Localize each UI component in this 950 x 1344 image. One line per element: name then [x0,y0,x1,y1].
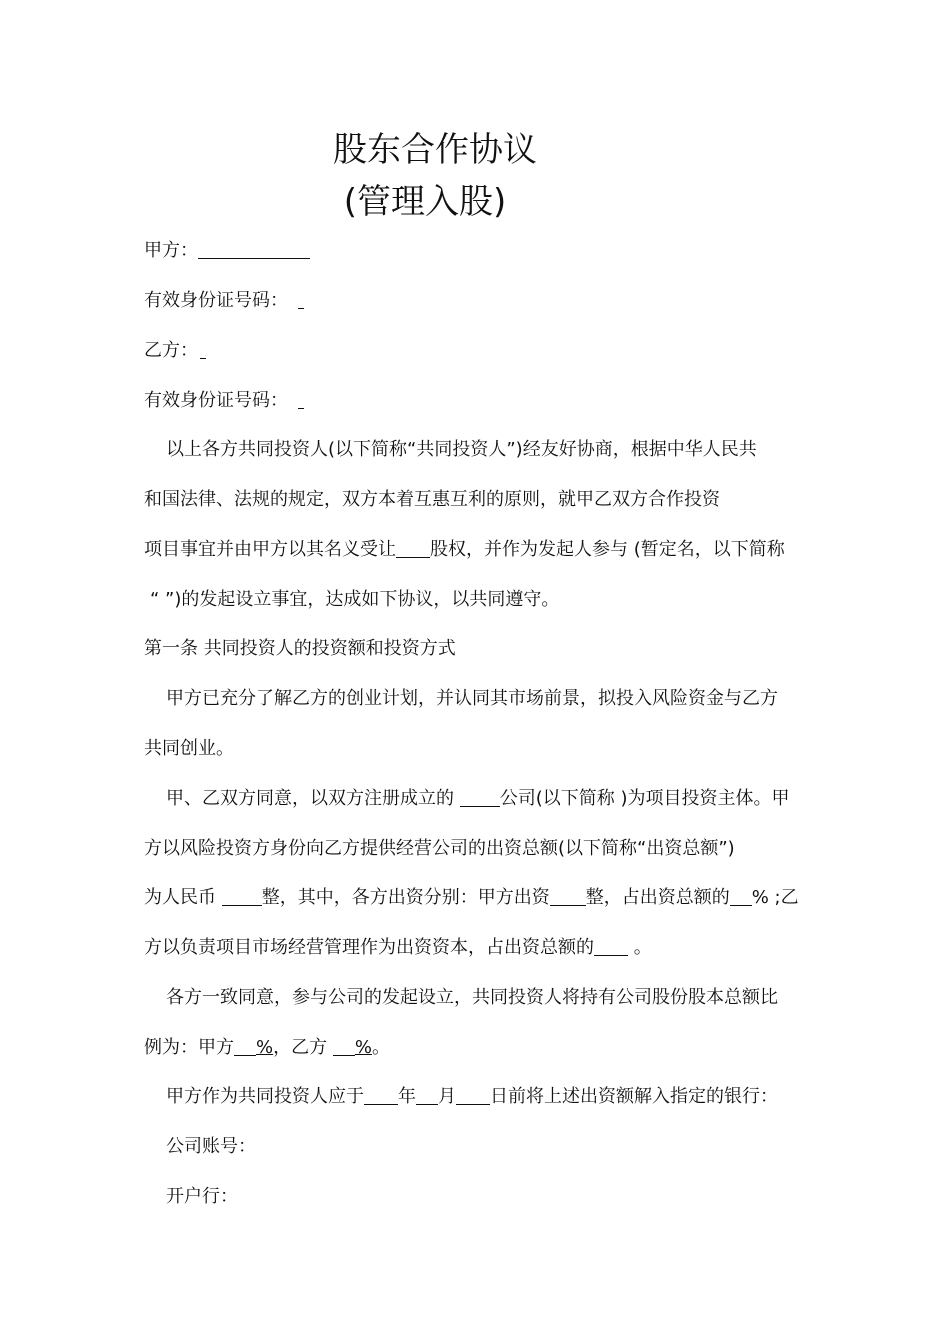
article-1-p3-line-1: 各方一致同意，参与公司的发起设立，共同投资人将持有公司股份股本总额比 [166,987,778,1008]
month-blank [416,1086,438,1105]
party-a-id-label: 有效身份证号码： [144,290,288,311]
article-1-p4-line [166,1084,836,1110]
p2-line-4-a: 方以负责项目市场经营管理作为出资资本，占出资总额的 [144,937,594,958]
document-subtitle: (管理入股) [343,182,507,222]
document-title: 股东合作协议 [333,130,537,170]
party-b-blank [200,340,206,359]
party-a-id-line [144,288,814,314]
intro-line-3-b: 股权，并作为发起人参与 (暂定名，以下简称 [430,539,785,560]
equity-blank [396,539,430,558]
party-b-label: 乙方： [144,340,198,361]
party-a-blank [198,240,310,259]
intro-line-3 [144,537,814,563]
bank-label: 开户行： [166,1186,238,1207]
party-a-ratio-percent: % [256,1037,274,1058]
party-a-ratio-blank [234,1037,256,1056]
party-b-share-blank [594,937,628,956]
party-a-line [144,238,814,264]
party-b-id-blank [298,390,304,409]
company-account-label: 公司账号： [166,1136,256,1157]
p2-line-3-d: % ;乙 [751,887,799,908]
p2-line-3-b: 整，其中，各方出资分别：甲方出资 [261,887,550,908]
p2-line-3-a: 为人民币 [144,887,222,908]
intro-line-2: 和国法律、法规的规定，双方本着互惠互利的原则，就甲乙双方合作投资 [144,489,720,510]
party-a-id-blank [298,290,304,309]
p2-line-3-c: 整，占出资总额的 [585,887,730,908]
p4-b: 年 [398,1086,416,1107]
article-1-p2-line-2: 方以风险投资方身份向乙方提供经营公司的出资总额(以下简称“出资总额”) [144,838,735,859]
p2-line-1-a: 甲、乙双方同意，以双方注册成立的 [166,788,460,809]
p4-a: 甲方作为共同投资人应于 [166,1086,364,1107]
company-blank [460,788,500,807]
article-1-p1-line-2: 共同创业。 [144,738,234,759]
party-b-ratio-blank [333,1037,355,1056]
article-1-p2-line-3 [144,885,814,911]
intro-line-4: “ ”)的发起设立事宜，达成如下协议，以共同遵守。 [150,589,560,610]
intro-line-3-a: 项目事宜并由甲方以其名义受让 [144,539,396,560]
intro-line-1: 以上各方共同投资人(以下简称“共同投资人”)经友好协商，根据中华人民共 [166,439,757,460]
party-b-ratio-percent: % [354,1037,372,1058]
p3-line-2-c: ，乙方 [273,1037,333,1058]
year-blank [364,1086,398,1105]
p3-line-2-a: 例为：甲方 [144,1037,234,1058]
party-b-line [144,338,814,364]
day-blank [456,1086,490,1105]
p3-line-2-e: 。 [371,1037,390,1058]
total-amount-blank [222,887,262,906]
p2-line-1-b: 公司(以下简称 )为项目投资主体。甲 [499,788,790,809]
party-b-id-label: 有效身份证号码： [144,390,288,411]
party-a-amount-blank [550,887,586,906]
p4-c: 月 [438,1086,456,1107]
article-1-heading: 第一条 共同投资人的投资额和投资方式 [144,638,456,659]
article-1-p2-line-4 [144,935,814,961]
article-1-p2-line-1 [166,786,836,812]
party-a-label: 甲方： [144,240,198,261]
party-a-percent-blank [730,887,752,906]
p4-d: 日前将上述出资额解入指定的银行： [490,1086,778,1107]
article-1-p1-line-1: 甲方已充分了解乙方的创业计划，并认同其市场前景，拟投入风险资金与乙方 [166,688,778,709]
article-1-p3-line-2 [144,1035,814,1061]
p2-line-4-b: 。 [628,937,652,958]
party-b-id-line [144,388,814,414]
